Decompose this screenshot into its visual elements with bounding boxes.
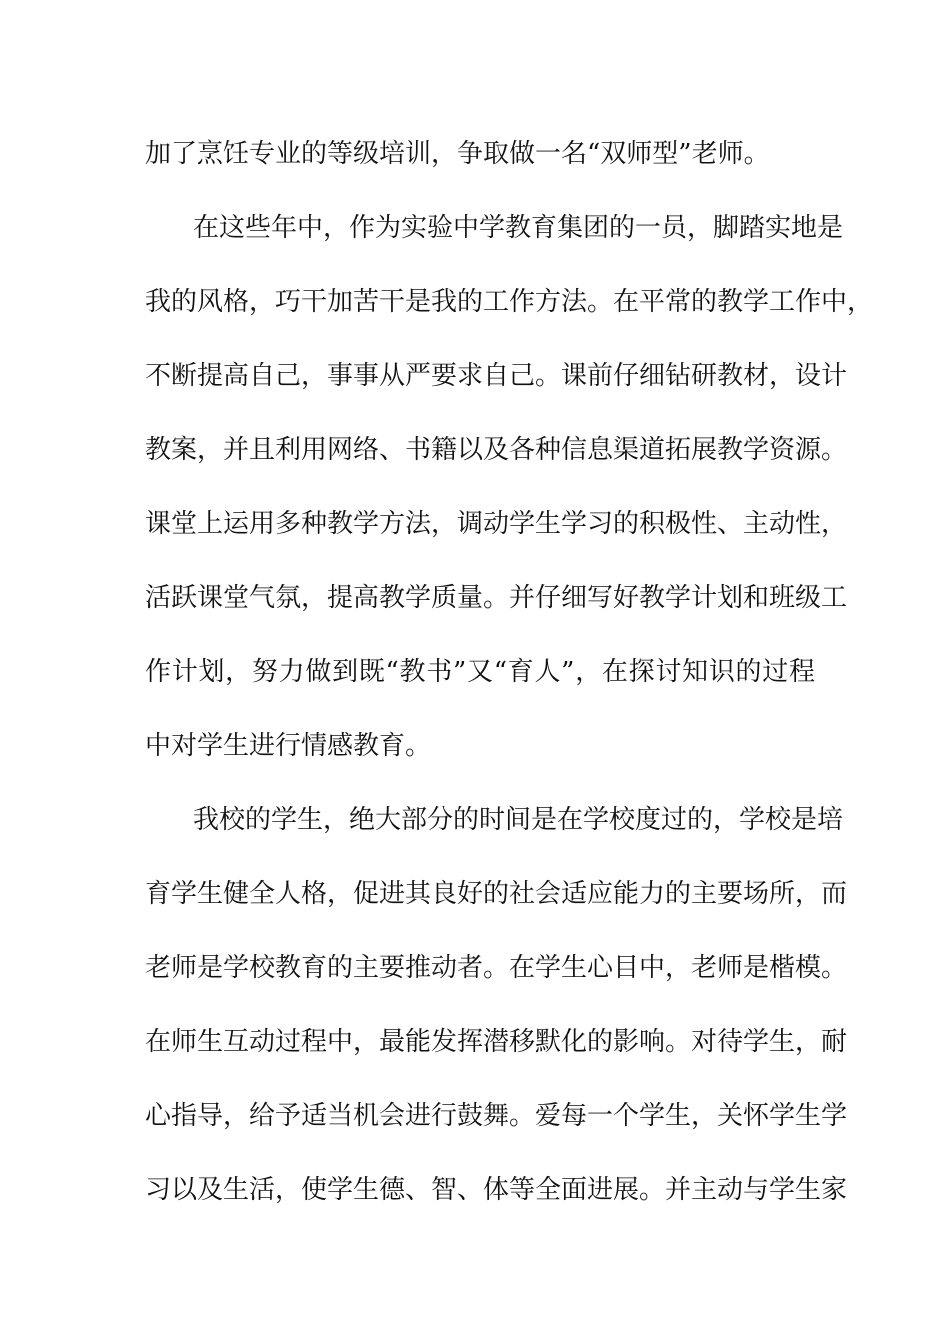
text-line: 育学生健全人格，促进其良好的社会适应能力的主要场所，而 [145, 879, 848, 909]
text-line: 在师生互动过程中，最能发挥潜移默化的影响。对待学生，耐 [145, 1027, 848, 1057]
text-line: 中对学生进行情感教育。 [145, 731, 432, 761]
paragraph-first-line: 我校的学生，绝大部分的时间是在学校度过的，学校是培 [193, 805, 844, 835]
document-body [145, 134, 874, 1244]
text-line: 教案，并且利用网络、书籍以及各种信息渠道拓展教学资源。 [145, 435, 848, 465]
text-line: 作计划，努力做到既“教书”又“育人”，在探讨知识的过程 [145, 657, 815, 687]
text-line: 我的风格，巧干加苦干是我的工作方法。在平常的教学工作中， [145, 287, 874, 317]
text-line: 活跃课堂气氛，提高教学质量。并仔细写好教学计划和班级工 [145, 583, 848, 613]
text-line: 不断提高自己，事事从严要求自己。课前仔细钻研教材，设计 [145, 361, 848, 391]
text-line: 老师是学校教育的主要推动者。在学生心目中，老师是楷模。 [145, 953, 848, 983]
paragraph-first-line: 在这些年中，作为实验中学教育集团的一员，脚踏实地是 [193, 213, 844, 243]
text-line: 心指导，给予适当机会进行鼓舞。爱每一个学生，关怀学生学 [145, 1101, 848, 1131]
text-line: 课堂上运用多种教学方法，调动学生学习的积极性、主动性， [145, 509, 848, 539]
text-line: 加了烹饪专业的等级培训，争取做一名“双师型”老师。 [145, 139, 770, 169]
text-line: 习以及生活，使学生德、智、体等全面进展。并主动与学生家 [145, 1175, 848, 1205]
